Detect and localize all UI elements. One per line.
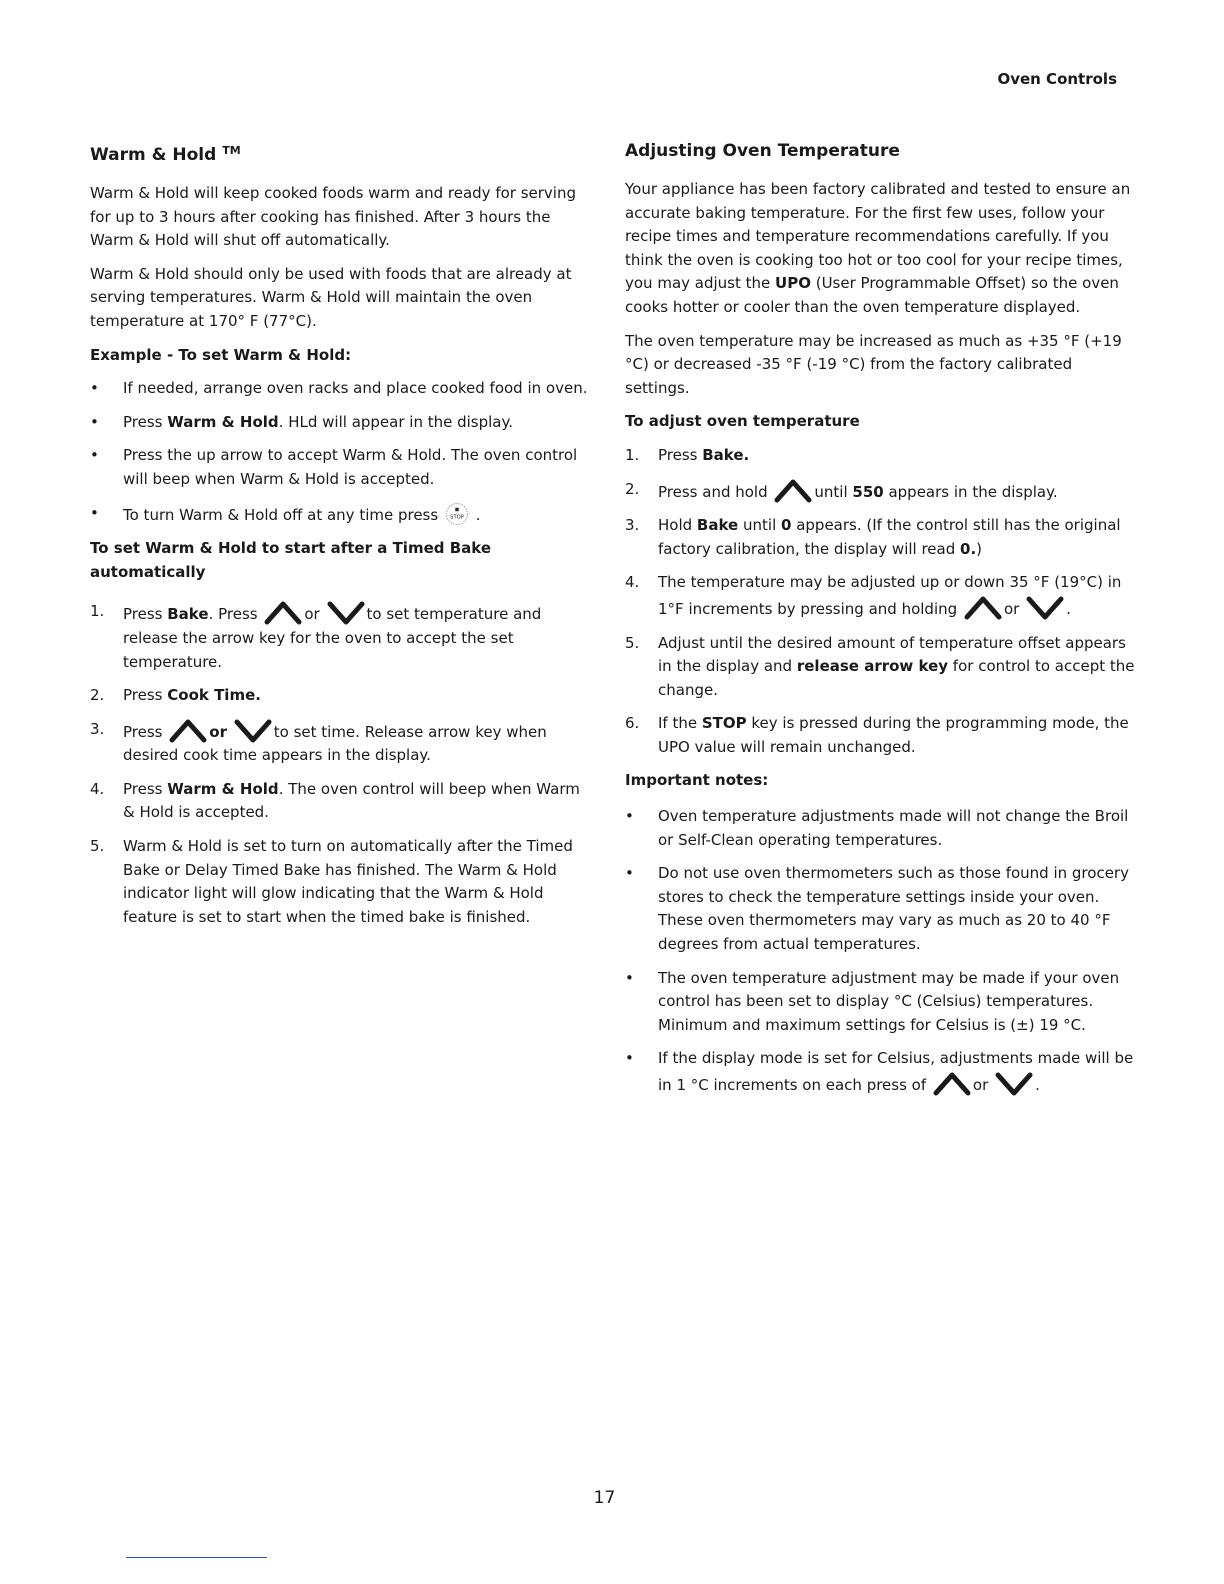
text: Press xyxy=(658,445,703,464)
list-item xyxy=(625,712,1135,759)
text: or xyxy=(1003,599,1020,618)
text: Press xyxy=(123,412,168,431)
list-item xyxy=(90,835,590,929)
text: until xyxy=(738,516,782,535)
text: (User Programmable Offset) so the oven cooks hotter or cooler than the oven temperature displayed. xyxy=(625,274,1119,316)
down-arrow-icon xyxy=(1025,595,1065,621)
text: until xyxy=(814,482,853,501)
upo-term: UPO xyxy=(775,274,811,293)
step-number: 2. xyxy=(625,479,640,498)
text: or xyxy=(209,722,227,741)
warm-hold-intro-2: Warm & Hold should only be used with foods that are already at serving temperatures. Warm & Hold will maintain the oven temperature at 170° F (77°C). xyxy=(90,264,572,330)
text: If the display mode is set for Celsius, adjustments made will be in 1 °C increments on each press of xyxy=(658,1049,1134,1094)
text: Press xyxy=(123,722,163,741)
list-item: • If needed, arrange oven racks and place cooked food in oven. xyxy=(90,377,590,401)
list-item: • Do not use oven thermometers such as those found in grocery stores to check the temperature settings inside your oven. These oven thermometers may vary as much as 20 to 40 °F degrees from actual temperatures. xyxy=(625,862,1135,956)
step-number: 5. xyxy=(90,837,105,856)
step-number: 4. xyxy=(90,779,105,798)
text: key is pressed during the programming mode, the UPO value will remain unchanged. xyxy=(658,714,1129,756)
adjust-temp-title: Adjusting Oven Temperature xyxy=(625,141,900,161)
warm-hold-column xyxy=(90,140,590,939)
warm-hold-key: Warm & Hold xyxy=(167,779,279,798)
text: Adjust until the desired amount of temperature offset appears in the display and xyxy=(658,633,1126,676)
adjust-temp-column xyxy=(625,140,1135,1108)
adjust-temp-intro xyxy=(625,178,1135,320)
up-arrow-icon xyxy=(168,718,208,744)
warm-hold-key: Warm & Hold xyxy=(167,412,279,431)
list-item xyxy=(625,571,1135,621)
text: or xyxy=(972,1076,989,1094)
text: Press and hold xyxy=(658,482,768,501)
text: to set temperature and release the arrow key for the oven to accept the set temperature. xyxy=(123,605,542,671)
text: . The oven control will beep when Warm & Hold is accepted. xyxy=(123,779,580,822)
display-value: 0. xyxy=(960,539,977,558)
text: The temperature may be adjusted up or down 35 °F (19°C) in 1°F increments by pressing and holding xyxy=(658,573,1122,618)
text: If the xyxy=(658,714,702,733)
list-item xyxy=(625,514,1135,561)
text: Hold xyxy=(658,516,697,535)
list-item xyxy=(625,632,1135,703)
timed-bake-steps xyxy=(90,600,590,929)
important-notes-heading: Important notes: xyxy=(625,771,769,790)
section-header: Oven Controls xyxy=(997,70,1117,88)
list-item: • Oven temperature adjustments made will not change the Broil or Self-Clean operating temperatures. xyxy=(625,805,1135,852)
bake-key: Bake xyxy=(696,516,739,535)
adjust-steps xyxy=(625,444,1135,760)
text: Press xyxy=(123,779,168,798)
list-item xyxy=(625,478,1135,505)
step-number: 2. xyxy=(90,686,105,705)
timed-bake-heading: To set Warm & Hold to start after a Timed Bake automatically xyxy=(90,539,492,581)
list-item xyxy=(90,411,590,435)
stop-icon-label: STOP xyxy=(450,514,464,521)
display-value: 0 xyxy=(781,516,792,535)
display-value: 550 xyxy=(852,482,884,501)
list-item: • The oven temperature adjustment may be made if your oven control has been set to display °C (Celsius) temperatures. Minimum and maximum settings for Celsius is (±) 19 °C. xyxy=(625,967,1135,1038)
text: . xyxy=(1066,599,1071,618)
text: To turn Warm & Hold off at any time press xyxy=(123,505,439,524)
text: ) xyxy=(976,539,983,558)
bake-key: Bake. xyxy=(702,445,750,464)
text: appears. (If the control still has the original factory calibration, the display will read xyxy=(658,516,1121,558)
up-arrow-icon xyxy=(773,478,813,504)
list-item xyxy=(90,600,590,674)
footer-divider xyxy=(126,1557,267,1558)
down-arrow-icon xyxy=(994,1071,1034,1097)
list-item xyxy=(90,718,590,768)
bake-key: Bake xyxy=(167,605,209,624)
adjust-heading: To adjust oven temperature xyxy=(625,412,860,431)
up-arrow-icon xyxy=(932,1071,972,1097)
step-number: 1. xyxy=(90,602,105,621)
page-number: 17 xyxy=(593,1488,616,1508)
list-item xyxy=(625,444,1135,468)
text: to set time. Release arrow key when desired cook time appears in the display. xyxy=(123,722,547,765)
example-heading: Example - To set Warm & Hold: xyxy=(90,345,352,364)
text: . xyxy=(475,505,481,524)
cook-time-key: Cook Time. xyxy=(167,686,261,705)
warm-hold-title xyxy=(90,140,590,166)
text: Press xyxy=(123,686,168,705)
down-arrow-icon xyxy=(233,718,273,744)
step-number: 6. xyxy=(625,714,640,733)
list-item xyxy=(90,684,590,708)
stop-key-icon xyxy=(445,502,469,526)
up-arrow-icon xyxy=(263,600,303,626)
text: . HLd will appear in the display. xyxy=(278,412,513,431)
release-arrow-key-text: release arrow key xyxy=(796,657,949,676)
text: or xyxy=(304,605,320,624)
list-item: • Press the up arrow to accept Warm & Hold. The oven control will beep when Warm & Hold is accepted. xyxy=(90,444,590,491)
step-number: 3. xyxy=(625,516,640,535)
step-number: 5. xyxy=(625,633,640,652)
step-number: 1. xyxy=(625,445,640,464)
text: for control to accept the change. xyxy=(658,657,1135,699)
list-item xyxy=(90,502,590,528)
step-number: 4. xyxy=(625,573,640,592)
text: . Press xyxy=(208,605,258,624)
trademark-mark: TM xyxy=(222,144,241,157)
text: appears in the display. xyxy=(883,482,1058,501)
text: Warm & Hold is set to turn on automatically after the Timed Bake or Delay Timed Bake has finished. The Warm & Hold indicator light will glow indicating that the Warm & Hold feature is set to start when the timed bake is finished. xyxy=(123,837,573,926)
example-bullet-list xyxy=(90,377,590,527)
warm-hold-intro-1: Warm & Hold will keep cooked foods warm and ready for serving for up to 3 hours after cooking has finished. After 3 hours the Warm & Hold will shut off automatically. xyxy=(90,184,577,250)
text: Press xyxy=(123,605,168,624)
list-item xyxy=(90,778,590,825)
list-item xyxy=(625,1047,1135,1097)
down-arrow-icon xyxy=(326,600,366,626)
adjust-temp-range: The oven temperature may be increased as much as +35 °F (+19 °C) or decreased -35 °F (-19 °C) from the factory calibrated settings. xyxy=(625,331,1122,397)
stop-key: STOP xyxy=(701,714,747,733)
important-notes-list xyxy=(625,805,1135,1098)
text: . xyxy=(1035,1076,1040,1094)
text: Your appliance has been factory calibrated and tested to ensure an accurate baking temperature. For the first few uses, follow your recipe times and temperature recommendations carefully. If you think the oven is cooking too hot or too cool for your recipe times, you may adjust the xyxy=(625,180,1131,293)
warm-hold-title-text: Warm & Hold xyxy=(90,145,217,165)
step-number: 3. xyxy=(90,719,105,738)
up-arrow-icon xyxy=(963,595,1003,621)
